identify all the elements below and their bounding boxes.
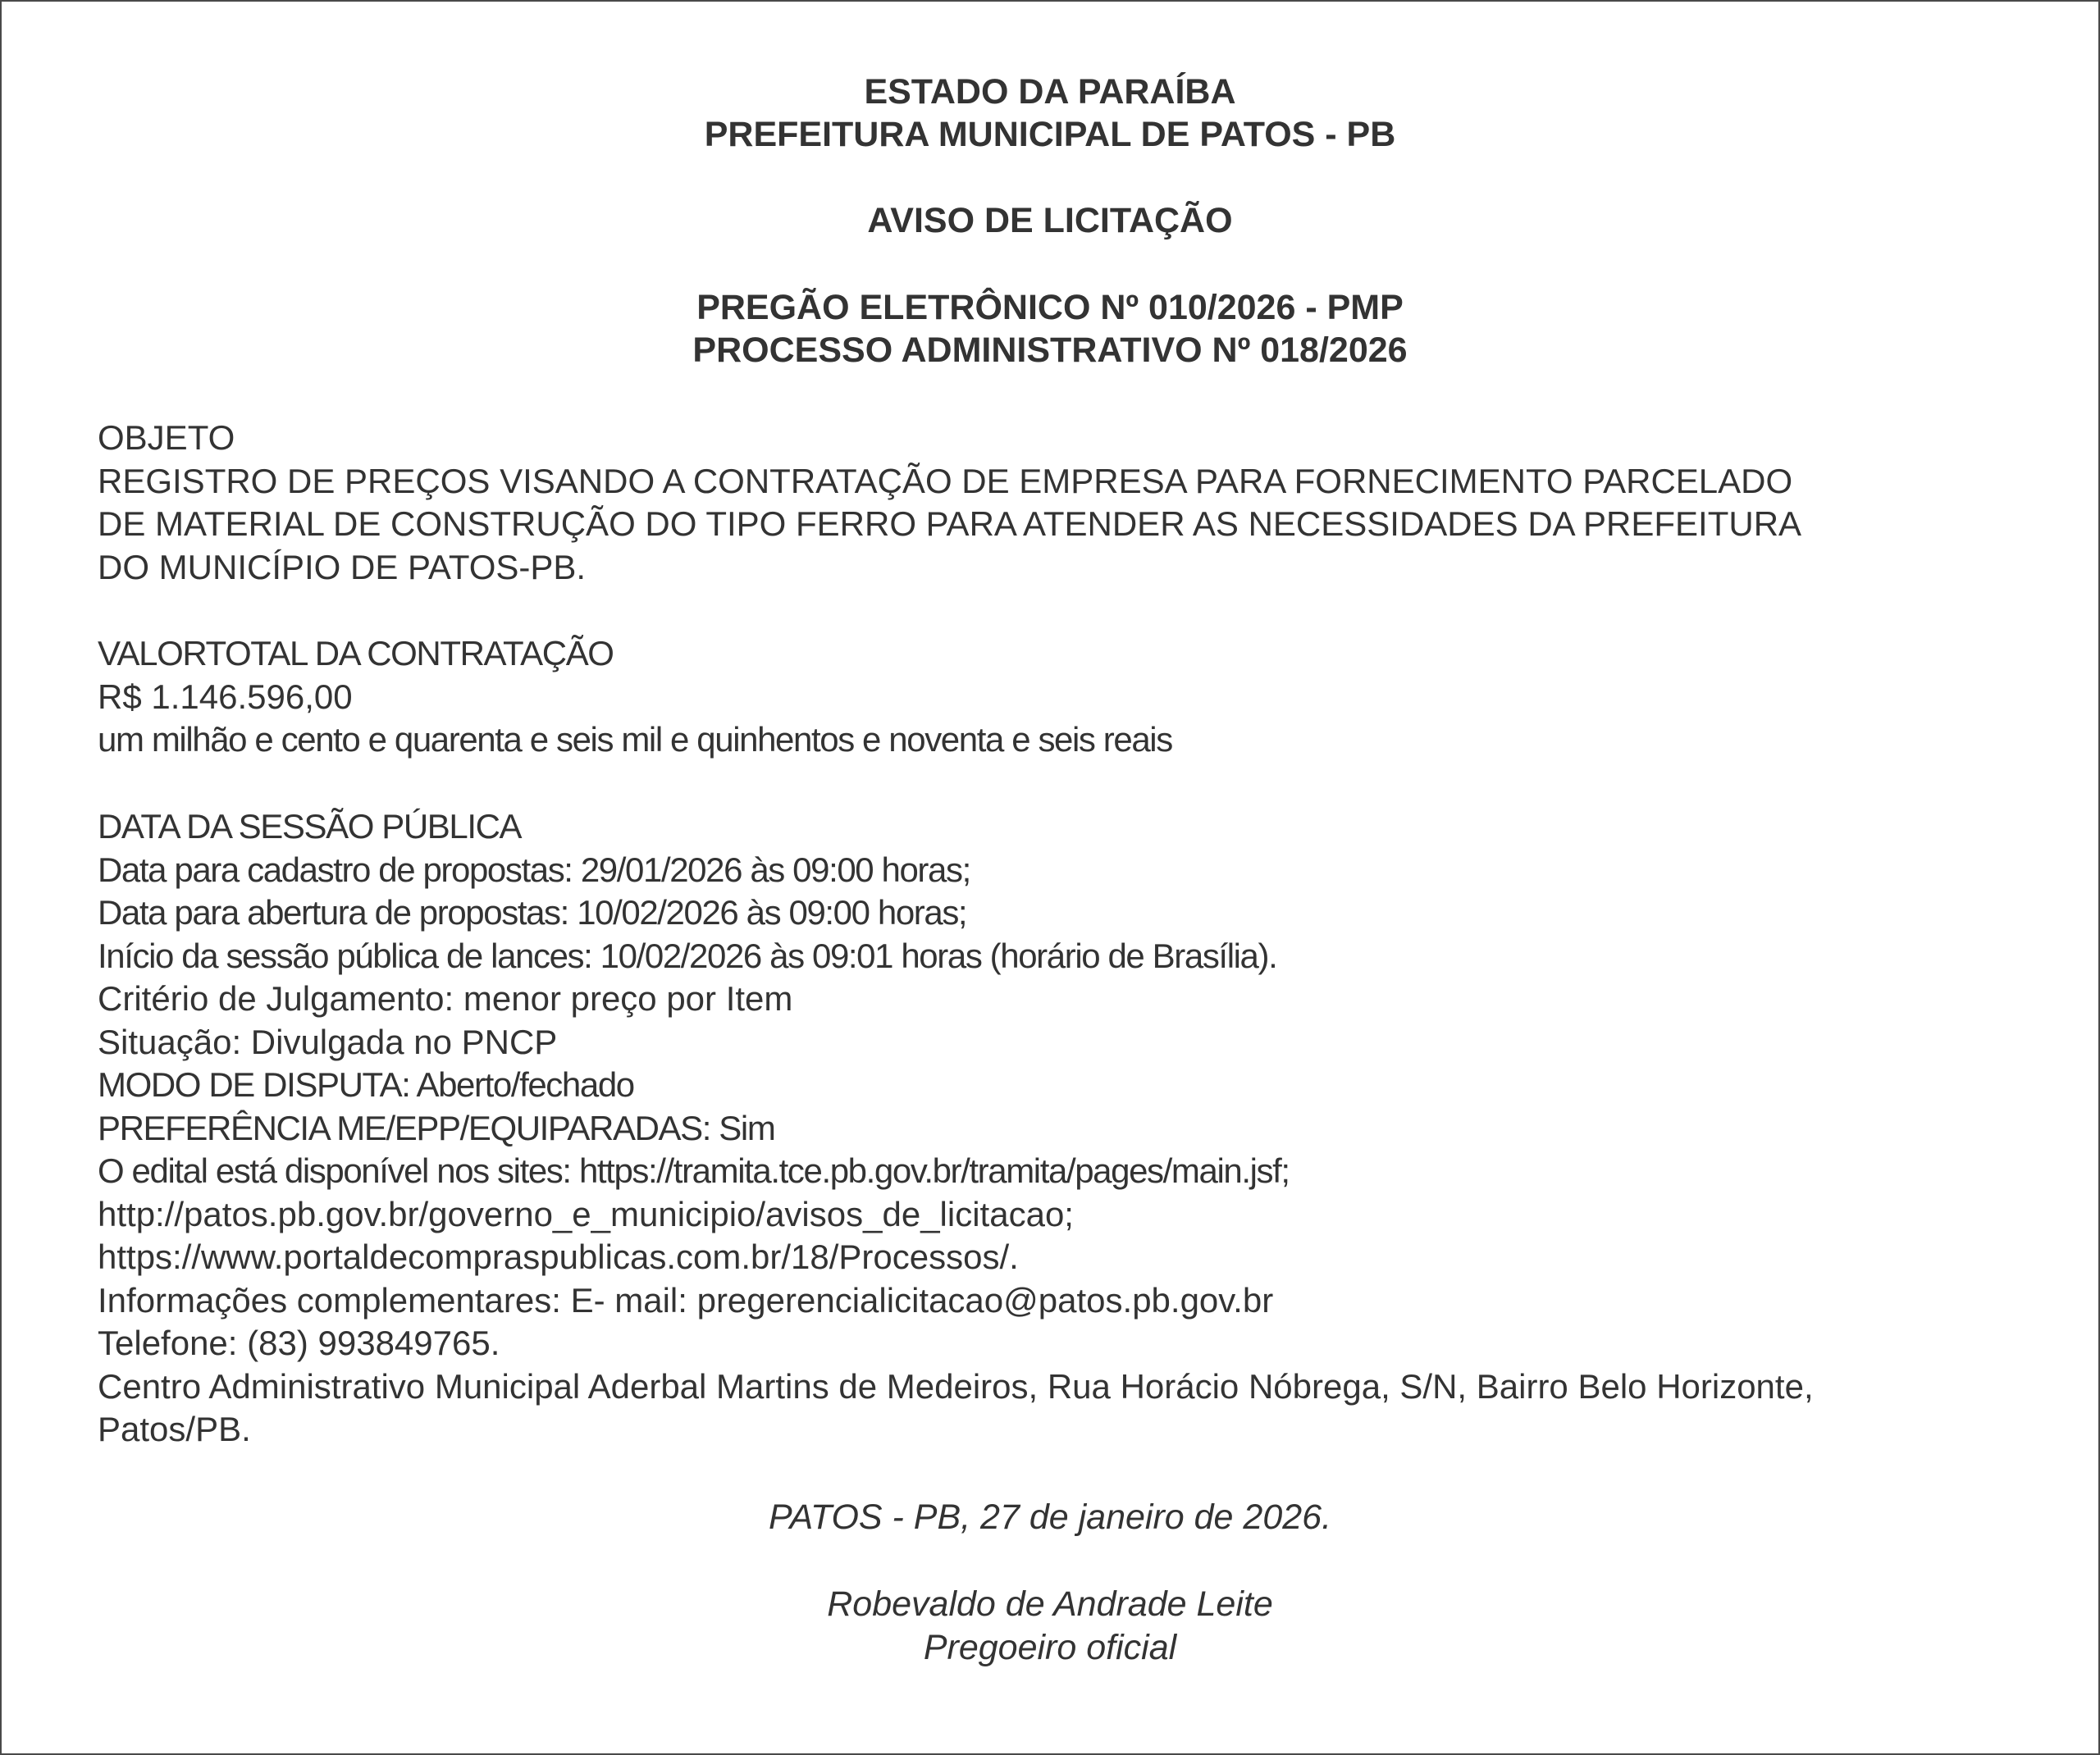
place-date: PATOS - PB, 27 de janeiro de 2026. xyxy=(768,1497,1332,1537)
objeto-line: DE MATERIAL DE CONSTRUÇÃO DO TIPO FERRO PARA ATENDER AS NECESSIDADES DA PREFEITURA xyxy=(98,504,1802,543)
informacoes-email: Informações complementares: E- mail: pregerencialicitacao@patos.pb.gov.br xyxy=(98,1280,1274,1320)
notice-title-block xyxy=(2,199,2098,242)
signer-role: Pregoeiro oficial xyxy=(923,1628,1177,1667)
inicio-sessao: Início da sessão pública de lances: 10/02/2026 às 09:01 horas (horário de Brasília). xyxy=(98,936,1277,975)
situacao: Situação: Divulgada no PNCP xyxy=(98,1022,558,1061)
notice-title: AVISO DE LICITAÇÃO xyxy=(867,201,1233,240)
endereco-line: Patos/PB. xyxy=(98,1410,251,1448)
place-date-block xyxy=(2,1496,2098,1539)
endereco-line: Centro Administrativo Municipal Aderbal Martins de Medeiros, Rua Horácio Nóbrega, S/N, Bairro Belo Horizonte, xyxy=(98,1366,1814,1406)
valor-heading: VALORTOTAL DA CONTRATAÇÃO xyxy=(98,634,614,672)
prefecture-title: PREFEITURA MUNICIPAL DE PATOS - PB xyxy=(704,115,1396,154)
objeto-line: REGISTRO DE PREÇOS VISANDO A CONTRATAÇÃO DE EMPRESA PARA FORNECIMENTO PARCELADO xyxy=(98,461,1793,500)
sessao-heading: DATA DA SESSÃO PÚBLICA xyxy=(98,807,522,846)
objeto-section xyxy=(98,417,2025,589)
signature-block xyxy=(2,1583,2098,1670)
modo-disputa: MODO DE DISPUTA: Aberto/fechado xyxy=(98,1065,634,1104)
edital-sites: O edital está disponível nos sites: https://tramita.tce.pb.gov.br/tramita/pages/main.jsf; xyxy=(98,1151,1290,1190)
objeto-line: DO MUNICÍPIO DE PATOS-PB. xyxy=(98,547,587,586)
valor-amount-words: um milhão e cento e quarenta e seis mil e quinhentos e noventa e seis reais xyxy=(98,720,1172,759)
pregao-number: PREGÃO ELETRÔNICO Nº 010/2026 - PMP xyxy=(696,288,1404,327)
edital-site-link: https://www.portaldecompraspublicas.com.br/18/Processos/. xyxy=(98,1238,1019,1276)
criterio-julgamento: Critério de Julgamento: menor preço por Item xyxy=(98,979,793,1018)
notice-header xyxy=(2,71,2098,156)
preferencia: PREFERÊNCIA ME/EPP/EQUIPARADAS: Sim xyxy=(98,1108,775,1147)
processo-number: PROCESSO ADMINISTRATIVO Nº 018/2026 xyxy=(692,330,1408,370)
cadastro-date: Data para cadastro de propostas: 29/01/2026 às 09:00 horas; xyxy=(98,850,970,889)
state-title: ESTADO DA PARAÍBA xyxy=(864,72,1236,112)
sessao-section xyxy=(98,805,2025,1452)
edital-site-link: http://patos.pb.gov.br/governo_e_municipio/avisos_de_licitacao; xyxy=(98,1194,1074,1233)
valor-section xyxy=(98,632,2025,762)
telefone: Telefone: (83) 993849765. xyxy=(98,1324,500,1362)
signer-name: Robevaldo de Andrade Leite xyxy=(827,1584,1273,1624)
objeto-heading: OBJETO xyxy=(98,418,235,457)
valor-amount: R$ 1.146.596,00 xyxy=(98,677,353,716)
abertura-date: Data para abertura de propostas: 10/02/2026 às 09:00 horas; xyxy=(98,893,967,932)
process-block xyxy=(2,286,2098,372)
